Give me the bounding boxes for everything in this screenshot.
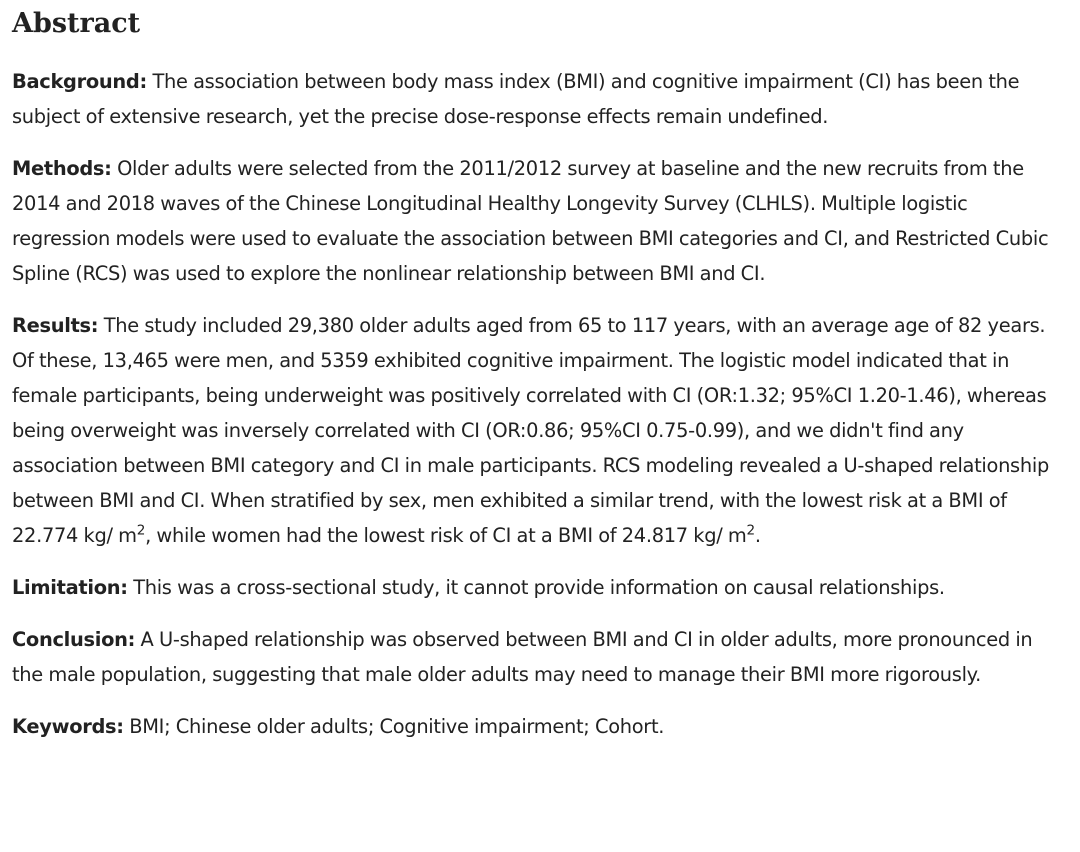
methods-label: Methods:	[12, 157, 112, 180]
results-text-part1: The study included 29,380 older adults aged from 65 to 117 years, with an average age of 82 years. Of these, 13,465 were men, and 5359 exhibited cognitive impairment. The logistic model indicated that in female participants, being underweight was positively correlated with CI (OR:1.32; 95%CI 1.20-1.46), whereas being overweight was inversely correlated with CI (OR:0.86; 95%CI 0.75-0.99), and we didn't find any association between BMI category and CI in male participants. RCS modeling revealed a U-shaped relationship between BMI and CI. When stratified by sex, men exhibited a similar trend, with the lowest risk at a BMI of 22.774 kg/ m	[12, 314, 1049, 547]
results-text-part3: .	[754, 524, 761, 547]
limitation-paragraph	[12, 570, 1066, 605]
background-label: Background:	[12, 70, 147, 93]
background-text: The association between body mass index (BMI) and cognitive impairment (CI) has been the subject of extensive research, yet the precise dose-response effects remain undefined.	[12, 70, 1020, 128]
keywords-text: BMI; Chinese older adults; Cognitive impairment; Cohort.	[129, 715, 665, 738]
conclusion-paragraph	[12, 622, 1066, 692]
keywords-paragraph	[12, 709, 1066, 744]
conclusion-label: Conclusion:	[12, 628, 136, 651]
limitation-text: This was a cross-sectional study, it cannot provide information on causal relationships.	[133, 576, 945, 599]
keywords-label: Keywords:	[12, 715, 124, 738]
limitation-label: Limitation:	[12, 576, 128, 599]
methods-text: Older adults were selected from the 2011/2012 survey at baseline and the new recruits from the 2014 and 2018 waves of the Chinese Longitudinal Healthy Longevity Survey (CLHLS). Multiple logistic regression models were used to evaluate the association between BMI categories and CI, and Restricted Cubic Spline (RCS) was used to explore the nonlinear relationship between BMI and CI.	[12, 157, 1049, 285]
background-paragraph	[12, 64, 1066, 134]
results-paragraph	[12, 308, 1066, 553]
superscript-squared: 2	[136, 522, 146, 539]
methods-paragraph	[12, 151, 1066, 291]
results-text-part2: , while women had the lowest risk of CI at a BMI of 24.817 kg/ m	[145, 524, 747, 547]
superscript-squared: 2	[746, 522, 755, 539]
conclusion-text: A U-shaped relationship was observed between BMI and CI in older adults, more pronounced in the male population, suggesting that male older adults may need to manage their BMI more rigorously.	[12, 628, 1033, 686]
results-label: Results:	[12, 314, 99, 337]
section-heading: Abstract	[12, 8, 141, 39]
